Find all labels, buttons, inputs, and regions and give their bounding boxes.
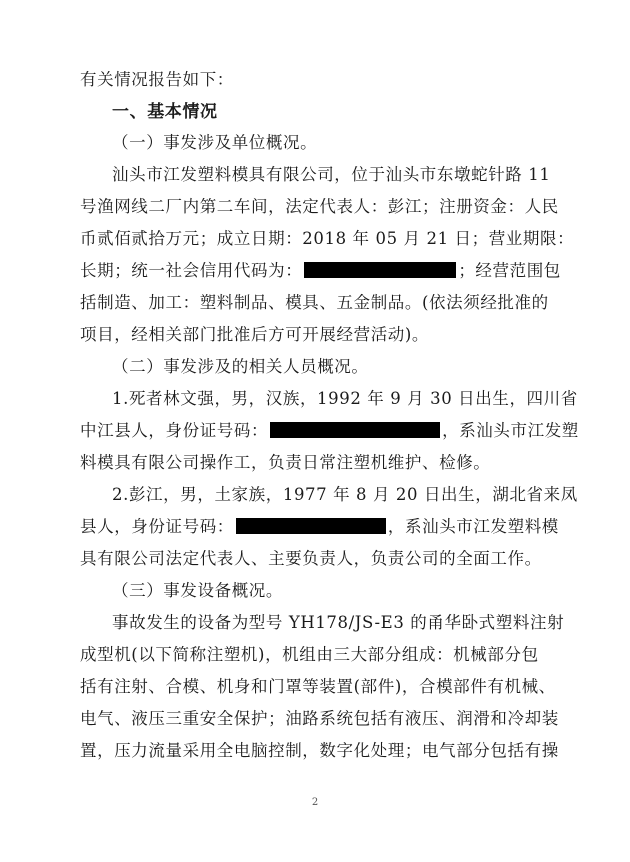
paragraph-line-redacted	[80, 421, 579, 443]
paragraph-line: 括有注射、合模、机身和门罩等装置(部件)，合模部件有机械、	[80, 677, 556, 696]
paragraph-line: 电气、液压三重安全保护；油路系统包括有液压、润滑和冷却装	[80, 709, 559, 728]
text-segment: ；经营范围包	[458, 261, 561, 280]
text-segment: ，系汕头市江发塑料模	[387, 517, 559, 536]
text-segment: 县人，身份证号码：	[80, 517, 234, 536]
subsection-heading-unit: （一）事发涉及单位概况。	[112, 133, 318, 152]
redaction-bar	[304, 262, 456, 278]
paragraph-line: 汕头市江发塑料模具有限公司，位于汕头市东墩蛇针路 11	[112, 165, 551, 184]
paragraph-line: 币贰佰贰拾万元；成立日期：2018 年 05 月 21 日；营业期限：	[80, 229, 575, 248]
paragraph-line: 1.死者林文强，男，汉族，1992 年 9 月 30 日出生，四川省	[112, 389, 578, 408]
text-segment: 长期；统一社会信用代码为：	[80, 261, 303, 280]
paragraph-line: 成型机(以下简称注塑机)，机组由三大部分组成：机械部分包	[80, 645, 539, 664]
paragraph-line: 号渔网线二厂内第二车间，法定代表人：彭江；注册资金：人民	[80, 197, 559, 216]
subsection-heading-equipment: （三）事发设备概况。	[112, 581, 283, 600]
paragraph-line: 2.彭江，男，土家族，1977 年 8 月 20 日出生，湖北省来凤	[112, 485, 578, 504]
section-heading-basic: 一、基本情况	[112, 102, 218, 122]
paragraph-line: 括制造、加工：塑料制品、模具、五金制品。(依法须经批准的	[80, 293, 549, 312]
redaction-bar	[270, 422, 440, 438]
paragraph-line-redacted	[80, 261, 561, 283]
paragraph-line: 料模具有限公司操作工，负责日常注塑机维护、检修。	[80, 453, 491, 472]
paragraph-line: 置，压力流量采用全电脑控制，数字化处理；电气部分包括有操	[80, 741, 559, 760]
paragraph-line-redacted	[80, 517, 559, 539]
page-number: 2	[311, 797, 319, 808]
intro-line: 有关情况报告如下：	[80, 70, 234, 89]
text-segment: 中江县人，身份证号码：	[80, 421, 269, 440]
paragraph-line: 具有限公司法定代表人、主要负责人，负责公司的全面工作。	[80, 549, 542, 568]
subsection-heading-persons: （二）事发涉及的相关人员概况。	[112, 357, 369, 376]
paragraph-line: 事故发生的设备为型号 YH178/JS-E3 的甬华卧式塑料注射	[112, 613, 565, 632]
redaction-bar	[236, 518, 386, 534]
text-segment: ，系汕头市江发塑	[442, 421, 579, 440]
paragraph-line: 项目，经相关部门批准后方可开展经营活动)。	[80, 325, 430, 344]
